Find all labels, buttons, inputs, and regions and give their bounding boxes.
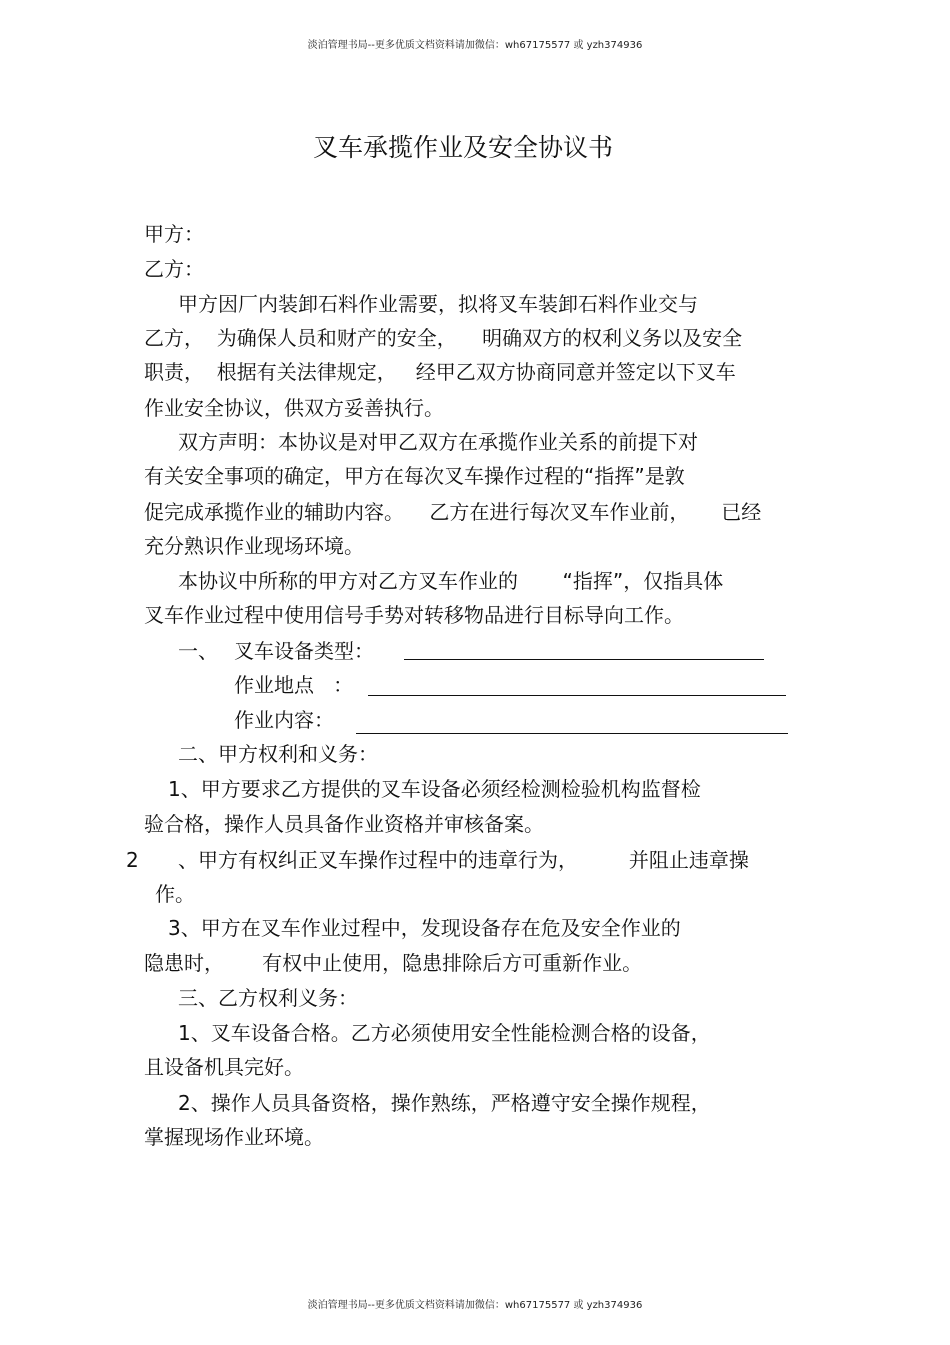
section3-item2-line-2: 掌握现场作业环境。 bbox=[144, 1125, 324, 1149]
section1-number: 一、 bbox=[178, 639, 218, 663]
section3-item1-line-2: 且设备机具完好。 bbox=[144, 1055, 304, 1079]
party-a-label: 甲方： bbox=[144, 222, 204, 246]
intro-line-2: 乙方， 为确保人员和财产的安全， 明确双方的权利义务以及安全 bbox=[144, 326, 743, 350]
section2-item1-line-2: 验合格，操作人员具备作业资格并审核备案。 bbox=[144, 812, 544, 836]
section2-item3-line-1: 3、甲方在叉车作业过程中，发现设备存在危及安全作业的 bbox=[168, 916, 681, 940]
declaration-line-1: 双方声明：本协议是对甲乙双方在承揽作业关系的前提下对 bbox=[178, 430, 698, 454]
section2-item3-line-2: 隐患时， 有权中止使用，隐患排除后方可重新作业。 bbox=[144, 951, 643, 975]
declaration-line-4: 充分熟识作业现场环境。 bbox=[144, 534, 364, 558]
declaration-line-2: 有关安全事项的确定，甲方在每次叉车操作过程的“指挥”是敦 bbox=[144, 464, 685, 488]
party-b-label: 乙方： bbox=[144, 257, 204, 281]
equipment-type-blank bbox=[404, 659, 764, 660]
intro-line-4: 作业安全协议，供双方妥善执行。 bbox=[144, 396, 444, 420]
work-content-label: 作业内容： bbox=[234, 708, 334, 732]
section2-item2-number: 2 bbox=[126, 848, 139, 872]
declaration-line-3: 促完成承揽作业的辅助内容。 乙方在进行每次叉车作业前， 已经 bbox=[144, 500, 762, 524]
section3-item1-line-1: 1、叉车设备合格。乙方必须使用安全性能检测合格的设备， bbox=[178, 1021, 711, 1045]
work-location-blank bbox=[368, 695, 786, 696]
section2-item2-line-2: 作。 bbox=[155, 882, 195, 906]
command-def-line-2: 叉车作业过程中使用信号手势对转移物品进行目标导向工作。 bbox=[144, 603, 684, 627]
command-def-line-1: 本协议中所称的甲方对乙方叉车作业的 “指挥”，仅指具体 bbox=[178, 569, 724, 593]
work-location-label: 作业地点 ： bbox=[234, 673, 354, 697]
section3-item2-line-1: 2、操作人员具备资格，操作熟练，严格遵守安全操作规程， bbox=[178, 1091, 711, 1115]
document-title: 叉车承揽作业及安全协议书 bbox=[312, 133, 613, 162]
section3-heading: 三、乙方权利义务： bbox=[178, 986, 358, 1010]
page-footer: 淡泊管理书局--更多优质文档资料请加微信：wh67175577 或 yzh374936 bbox=[307, 1300, 643, 1311]
work-content-blank bbox=[356, 733, 788, 734]
intro-line-3: 职责， 根据有关法律规定， 经甲乙双方协商同意并签定以下叉车 bbox=[144, 360, 736, 384]
page-header: 淡泊管理书局--更多优质文档资料请加微信：wh67175577 或 yzh374936 bbox=[307, 40, 643, 51]
section2-heading: 二、甲方权利和义务： bbox=[178, 742, 378, 766]
equipment-type-label: 叉车设备类型： bbox=[234, 639, 374, 663]
section2-item1-line-1: 1、甲方要求乙方提供的叉车设备必须经检测检验机构监督检 bbox=[168, 777, 701, 801]
intro-line-1: 甲方因厂内装卸石料作业需要，拟将叉车装卸石料作业交与 bbox=[178, 292, 698, 316]
section2-item2-line-1: 、甲方有权纠正叉车操作过程中的违章行为， 并阻止违章操 bbox=[178, 848, 749, 872]
